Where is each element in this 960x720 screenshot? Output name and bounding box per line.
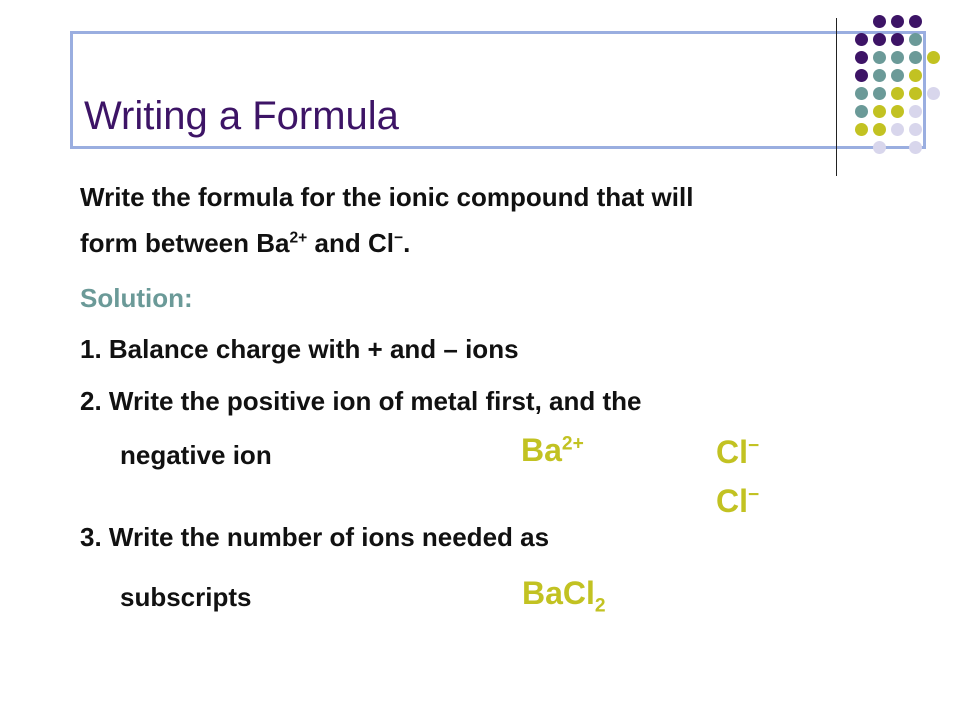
decor-dot xyxy=(855,123,868,136)
ion-cl-1-symbol: Cl xyxy=(716,434,748,470)
slide-title: Writing a Formula xyxy=(84,94,399,138)
decor-dot xyxy=(855,51,868,64)
decor-dot xyxy=(873,15,886,28)
decor-dot xyxy=(909,123,922,136)
ion-cl-2-charge: − xyxy=(748,484,760,506)
decor-dot xyxy=(873,69,886,82)
decor-dot xyxy=(909,33,922,46)
step-3-line-1: 3. Write the number of ions needed as xyxy=(80,522,550,552)
decor-dot xyxy=(873,87,886,100)
ion-cl-2-symbol: Cl xyxy=(716,483,748,519)
ion-ba xyxy=(521,432,584,469)
question-text-c: . xyxy=(403,228,411,258)
question-text-a: form between Ba xyxy=(80,228,290,258)
step-3-line-2: subscripts xyxy=(120,582,252,612)
step-1: 1. Balance charge with + and – ions xyxy=(80,334,519,364)
question-ba-charge: 2+ xyxy=(289,229,308,247)
decor-dot xyxy=(873,123,886,136)
decor-dot xyxy=(873,141,886,154)
decor-dot xyxy=(891,69,904,82)
decor-dot xyxy=(873,51,886,64)
formula-bacl2 xyxy=(522,575,606,617)
decor-dot xyxy=(891,33,904,46)
ion-cl-1 xyxy=(716,434,759,471)
decor-dot xyxy=(891,105,904,118)
question-cl-charge: − xyxy=(393,229,404,247)
ion-ba-charge: 2+ xyxy=(561,433,584,455)
solution-label: Solution: xyxy=(80,283,193,313)
decor-dot xyxy=(909,51,922,64)
question-text-b: and Cl xyxy=(307,228,394,258)
decor-dot xyxy=(855,87,868,100)
decor-dot xyxy=(909,141,922,154)
ion-cl-1-charge: − xyxy=(748,435,760,457)
decor-dot xyxy=(891,87,904,100)
decor-dot xyxy=(891,15,904,28)
decor-dot xyxy=(909,69,922,82)
decor-dot xyxy=(873,105,886,118)
question-line-1: Write the formula for the ionic compound that will xyxy=(80,182,694,212)
decor-dot xyxy=(891,123,904,136)
decor-dot xyxy=(927,51,940,64)
decor-vertical-line xyxy=(836,18,837,176)
decor-dot xyxy=(873,33,886,46)
decor-dot xyxy=(855,105,868,118)
step-2-line-2: negative ion xyxy=(120,440,272,470)
decor-dot xyxy=(909,87,922,100)
decor-dot xyxy=(891,51,904,64)
decor-dot xyxy=(927,87,940,100)
ion-cl-2 xyxy=(716,483,759,520)
question-line-2 xyxy=(80,228,410,259)
decor-dot xyxy=(855,69,868,82)
formula-subscript: 2 xyxy=(594,595,606,617)
step-2-line-1: 2. Write the positive ion of metal first, and the xyxy=(80,386,642,416)
decor-dot xyxy=(909,15,922,28)
ion-ba-symbol: Ba xyxy=(521,432,562,468)
decor-dot xyxy=(909,105,922,118)
decor-dot xyxy=(855,33,868,46)
formula-base: BaCl xyxy=(522,575,595,611)
